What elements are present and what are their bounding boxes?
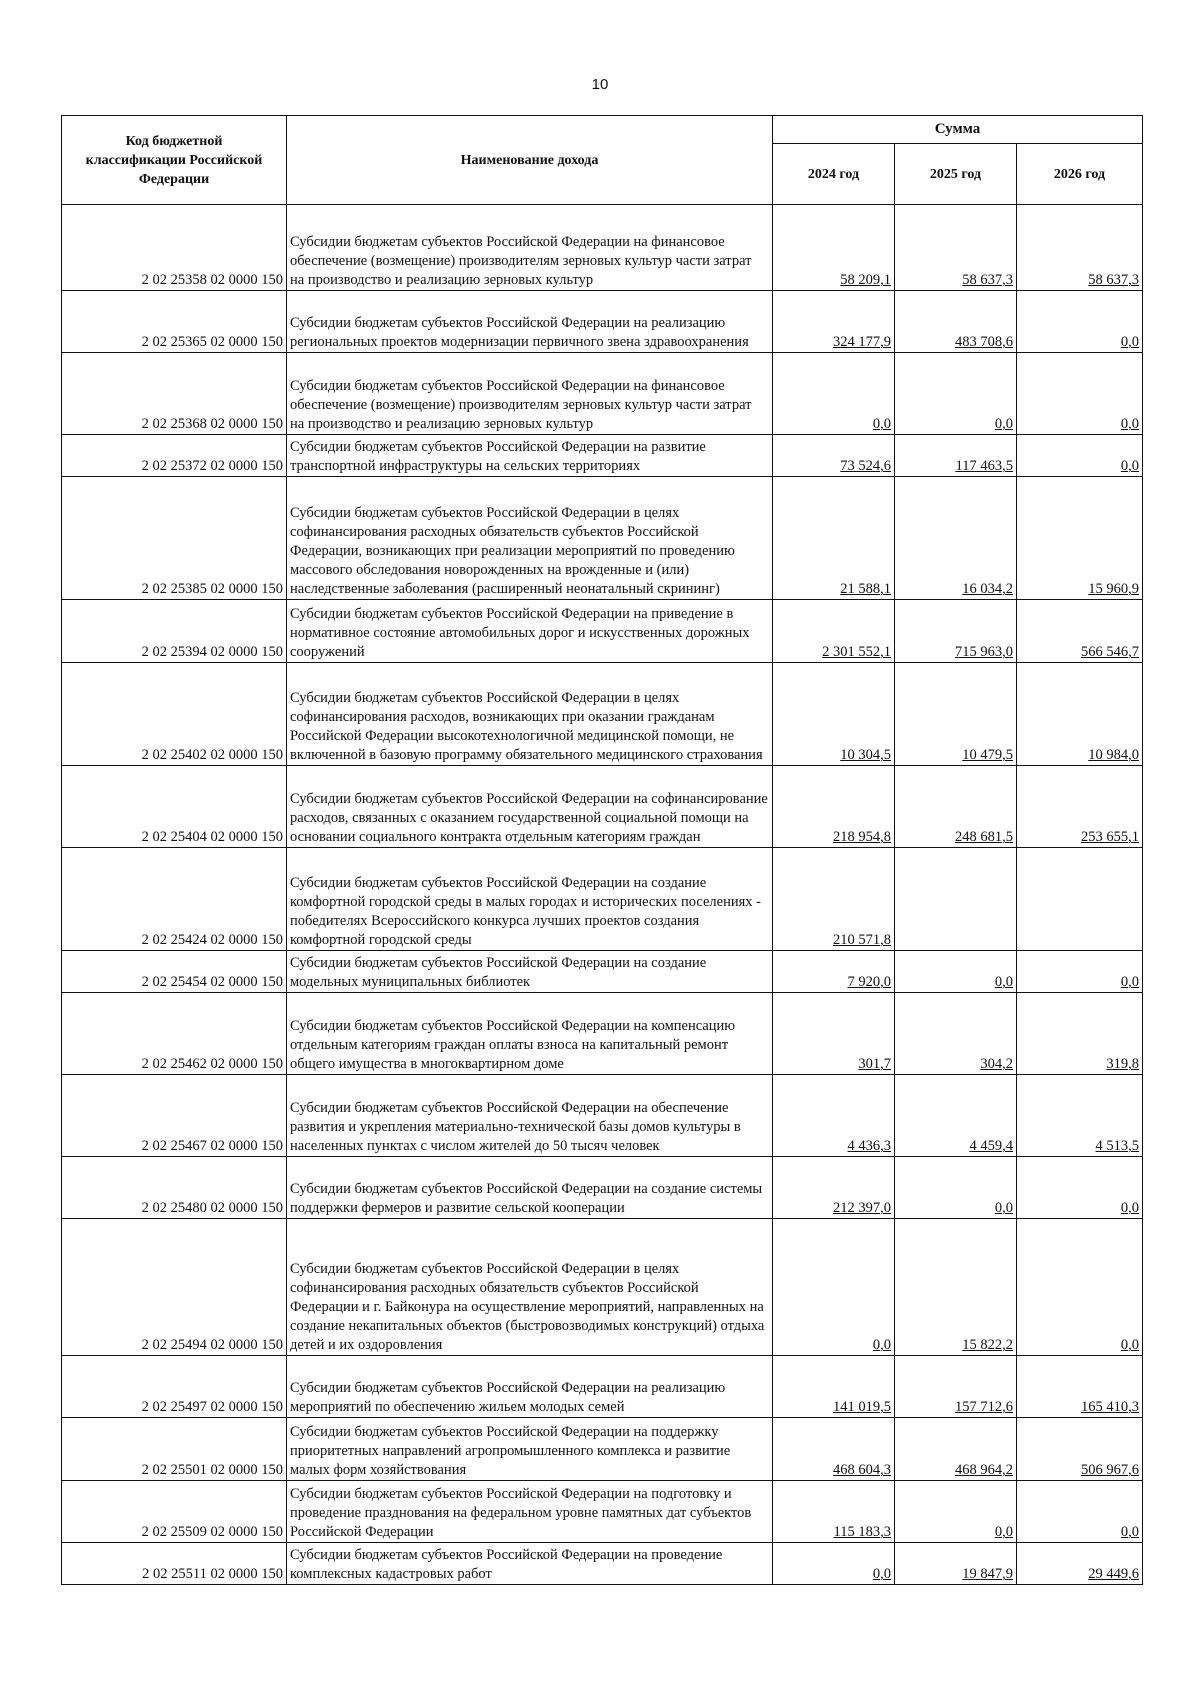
revenue-name-cell: Субсидии бюджетам субъектов Российской Федерации на проведение комплексных кадастровых работ — [287, 1543, 773, 1585]
revenue-name-cell: Субсидии бюджетам субъектов Российской Федерации на обеспечение развития и укрепления материально-технической базы домов культуры в населенных пунктах с числом жителей до 50 тысяч человек — [287, 1075, 773, 1157]
revenue-name-cell: Субсидии бюджетам субъектов Российской Федерации на создание модельных муниципальных библиотек — [287, 951, 773, 993]
amount-2026-cell: 58 637,3 — [1017, 205, 1143, 291]
table-row — [62, 435, 1143, 477]
amount-2026-cell — [1017, 848, 1143, 951]
amount-2025-cell: 10 479,5 — [895, 663, 1017, 766]
amount-2026-cell: 0,0 — [1017, 291, 1143, 353]
amount-2026-cell: 0,0 — [1017, 1481, 1143, 1543]
table-row — [62, 205, 1143, 291]
amount-2024-cell: 58 209,1 — [773, 205, 895, 291]
revenue-name-cell: Субсидии бюджетам субъектов Российской Федерации на подготовку и проведение празднования на федеральном уровне памятных дат субъектов Российской Федерации — [287, 1481, 773, 1543]
amount-2025-cell: 16 034,2 — [895, 477, 1017, 600]
budget-code-cell: 2 02 25480 02 0000 150 — [62, 1157, 287, 1219]
budget-code-cell: 2 02 25402 02 0000 150 — [62, 663, 287, 766]
table-row — [62, 1356, 1143, 1418]
amount-2026-cell: 0,0 — [1017, 1157, 1143, 1219]
amount-2025-cell: 0,0 — [895, 1481, 1017, 1543]
amount-2024-cell: 218 954,8 — [773, 766, 895, 848]
table-row — [62, 1219, 1143, 1356]
amount-2026-cell: 0,0 — [1017, 435, 1143, 477]
amount-2025-cell: 117 463,5 — [895, 435, 1017, 477]
revenue-name-cell: Субсидии бюджетам субъектов Российской Федерации на компенсацию отдельным категориям граждан оплаты взноса на капитальный ремонт общего имущества в многоквартирном доме — [287, 993, 773, 1075]
header-year-2024: 2024 год — [773, 144, 895, 205]
table-row — [62, 1075, 1143, 1157]
amount-2026-cell: 4 513,5 — [1017, 1075, 1143, 1157]
revenue-name-cell: Субсидии бюджетам субъектов Российской Федерации на приведение в нормативное состояние автомобильных дорог и искусственных дорожных сооружений — [287, 600, 773, 663]
budget-revenue-table — [61, 115, 1143, 1585]
table-row — [62, 353, 1143, 435]
amount-2026-cell: 15 960,9 — [1017, 477, 1143, 600]
amount-2025-cell: 19 847,9 — [895, 1543, 1017, 1585]
budget-code-cell: 2 02 25404 02 0000 150 — [62, 766, 287, 848]
revenue-name-cell: Субсидии бюджетам субъектов Российской Федерации на софинансирование расходов, связанных с оказанием государственной социальной помощи на основании социального контракта отдельным категориям граждан — [287, 766, 773, 848]
amount-2026-cell: 566 546,7 — [1017, 600, 1143, 663]
amount-2026-cell: 165 410,3 — [1017, 1356, 1143, 1418]
header-code-column: Код бюджетной классификации Российской Федерации — [62, 116, 287, 205]
table-row — [62, 951, 1143, 993]
revenue-name-cell: Субсидии бюджетам субъектов Российской Федерации на создание системы поддержки фермеров и развитие сельской кооперации — [287, 1157, 773, 1219]
revenue-name-cell: Субсидии бюджетам субъектов Российской Федерации на развитие транспортной инфраструктуры на сельских территориях — [287, 435, 773, 477]
budget-code-cell: 2 02 25467 02 0000 150 — [62, 1075, 287, 1157]
amount-2026-cell: 253 655,1 — [1017, 766, 1143, 848]
amount-2025-cell: 248 681,5 — [895, 766, 1017, 848]
budget-code-cell: 2 02 25394 02 0000 150 — [62, 600, 287, 663]
budget-code-cell: 2 02 25462 02 0000 150 — [62, 993, 287, 1075]
table-row — [62, 848, 1143, 951]
page-number: 10 — [591, 76, 609, 93]
header-name-column: Наименование дохода — [287, 116, 773, 205]
amount-2024-cell: 2 301 552,1 — [773, 600, 895, 663]
table-row — [62, 477, 1143, 600]
amount-2026-cell: 319,8 — [1017, 993, 1143, 1075]
table-row — [62, 1157, 1143, 1219]
table-row — [62, 1481, 1143, 1543]
amount-2024-cell: 468 604,3 — [773, 1418, 895, 1481]
amount-2025-cell: 304,2 — [895, 993, 1017, 1075]
table-row — [62, 1418, 1143, 1481]
revenue-name-cell: Субсидии бюджетам субъектов Российской Федерации на финансовое обеспечение (возмещение) производителям зерновых культур части затрат на производство и реализацию зерновых культур — [287, 353, 773, 435]
amount-2025-cell: 4 459,4 — [895, 1075, 1017, 1157]
budget-code-cell: 2 02 25365 02 0000 150 — [62, 291, 287, 353]
amount-2025-cell: 468 964,2 — [895, 1418, 1017, 1481]
amount-2025-cell: 0,0 — [895, 951, 1017, 993]
amount-2024-cell: 212 397,0 — [773, 1157, 895, 1219]
amount-2025-cell: 715 963,0 — [895, 600, 1017, 663]
amount-2024-cell: 0,0 — [773, 353, 895, 435]
amount-2026-cell: 10 984,0 — [1017, 663, 1143, 766]
budget-code-cell: 2 02 25424 02 0000 150 — [62, 848, 287, 951]
amount-2026-cell: 0,0 — [1017, 951, 1143, 993]
amount-2024-cell: 10 304,5 — [773, 663, 895, 766]
amount-2025-cell — [895, 848, 1017, 951]
revenue-name-cell: Субсидии бюджетам субъектов Российской Федерации на финансовое обеспечение (возмещение) производителям зерновых культур части затрат на производство и реализацию зерновых культур — [287, 205, 773, 291]
header-year-2025: 2025 год — [895, 144, 1017, 205]
amount-2025-cell: 15 822,2 — [895, 1219, 1017, 1356]
amount-2024-cell: 301,7 — [773, 993, 895, 1075]
amount-2025-cell: 58 637,3 — [895, 205, 1017, 291]
table-row — [62, 600, 1143, 663]
amount-2024-cell: 115 183,3 — [773, 1481, 895, 1543]
revenue-name-cell: Субсидии бюджетам субъектов Российской Федерации на поддержку приоритетных направлений агропромышленного комплекса и развитие малых форм хозяйствования — [287, 1418, 773, 1481]
amount-2026-cell: 0,0 — [1017, 353, 1143, 435]
amount-2024-cell: 324 177,9 — [773, 291, 895, 353]
budget-code-cell: 2 02 25358 02 0000 150 — [62, 205, 287, 291]
budget-code-cell: 2 02 25368 02 0000 150 — [62, 353, 287, 435]
amount-2026-cell: 29 449,6 — [1017, 1543, 1143, 1585]
revenue-name-cell: Субсидии бюджетам субъектов Российской Федерации в целях софинансирования расходов, возникающих при оказании гражданам Российской Федерации высокотехнологичной медицинской помощи, не включенной в базовую программу обязательного медицинского страхования — [287, 663, 773, 766]
budget-code-cell: 2 02 25494 02 0000 150 — [62, 1219, 287, 1356]
header-year-2026: 2026 год — [1017, 144, 1143, 205]
table-row — [62, 993, 1143, 1075]
amount-2024-cell: 0,0 — [773, 1219, 895, 1356]
table-row — [62, 291, 1143, 353]
revenue-name-cell: Субсидии бюджетам субъектов Российской Федерации на создание комфортной городской среды в малых городах и исторических поселениях - победителях Всероссийского конкурса лучших проектов создания комфортной городской среды — [287, 848, 773, 951]
table-row — [62, 766, 1143, 848]
revenue-name-cell: Субсидии бюджетам субъектов Российской Федерации в целях софинансирования расходных обязательств субъектов Российской Федерации, возникающих при реализации мероприятий по проведению массового обследования новорожденных на врожденные и (или) наследственные заболевания (расширенный неонатальный скрининг) — [287, 477, 773, 600]
budget-code-cell: 2 02 25454 02 0000 150 — [62, 951, 287, 993]
amount-2024-cell: 73 524,6 — [773, 435, 895, 477]
amount-2026-cell: 0,0 — [1017, 1219, 1143, 1356]
budget-code-cell: 2 02 25509 02 0000 150 — [62, 1481, 287, 1543]
amount-2024-cell: 21 588,1 — [773, 477, 895, 600]
table-row — [62, 663, 1143, 766]
amount-2024-cell: 0,0 — [773, 1543, 895, 1585]
amount-2025-cell: 0,0 — [895, 1157, 1017, 1219]
amount-2026-cell: 506 967,6 — [1017, 1418, 1143, 1481]
budget-code-cell: 2 02 25372 02 0000 150 — [62, 435, 287, 477]
amount-2025-cell: 157 712,6 — [895, 1356, 1017, 1418]
amount-2024-cell: 141 019,5 — [773, 1356, 895, 1418]
amount-2025-cell: 0,0 — [895, 353, 1017, 435]
budget-code-cell: 2 02 25497 02 0000 150 — [62, 1356, 287, 1418]
revenue-name-cell: Субсидии бюджетам субъектов Российской Федерации на реализацию региональных проектов модернизации первичного звена здравоохранения — [287, 291, 773, 353]
budget-code-cell: 2 02 25501 02 0000 150 — [62, 1418, 287, 1481]
budget-code-cell: 2 02 25511 02 0000 150 — [62, 1543, 287, 1585]
amount-2024-cell: 7 920,0 — [773, 951, 895, 993]
revenue-name-cell: Субсидии бюджетам субъектов Российской Федерации на реализацию мероприятий по обеспечению жильем молодых семей — [287, 1356, 773, 1418]
amount-2025-cell: 483 708,6 — [895, 291, 1017, 353]
revenue-name-cell: Субсидии бюджетам субъектов Российской Федерации в целях софинансирования расходных обязательств субъектов Российской Федерации и г. Байконура на осуществление мероприятий, направленных на создание некапитальных объектов (быстровозводимых конструкций) отдыха детей и их оздоровления — [287, 1219, 773, 1356]
budget-code-cell: 2 02 25385 02 0000 150 — [62, 477, 287, 600]
amount-2024-cell: 210 571,8 — [773, 848, 895, 951]
header-sum-column: Сумма — [773, 116, 1143, 144]
amount-2024-cell: 4 436,3 — [773, 1075, 895, 1157]
table-row — [62, 1543, 1143, 1585]
